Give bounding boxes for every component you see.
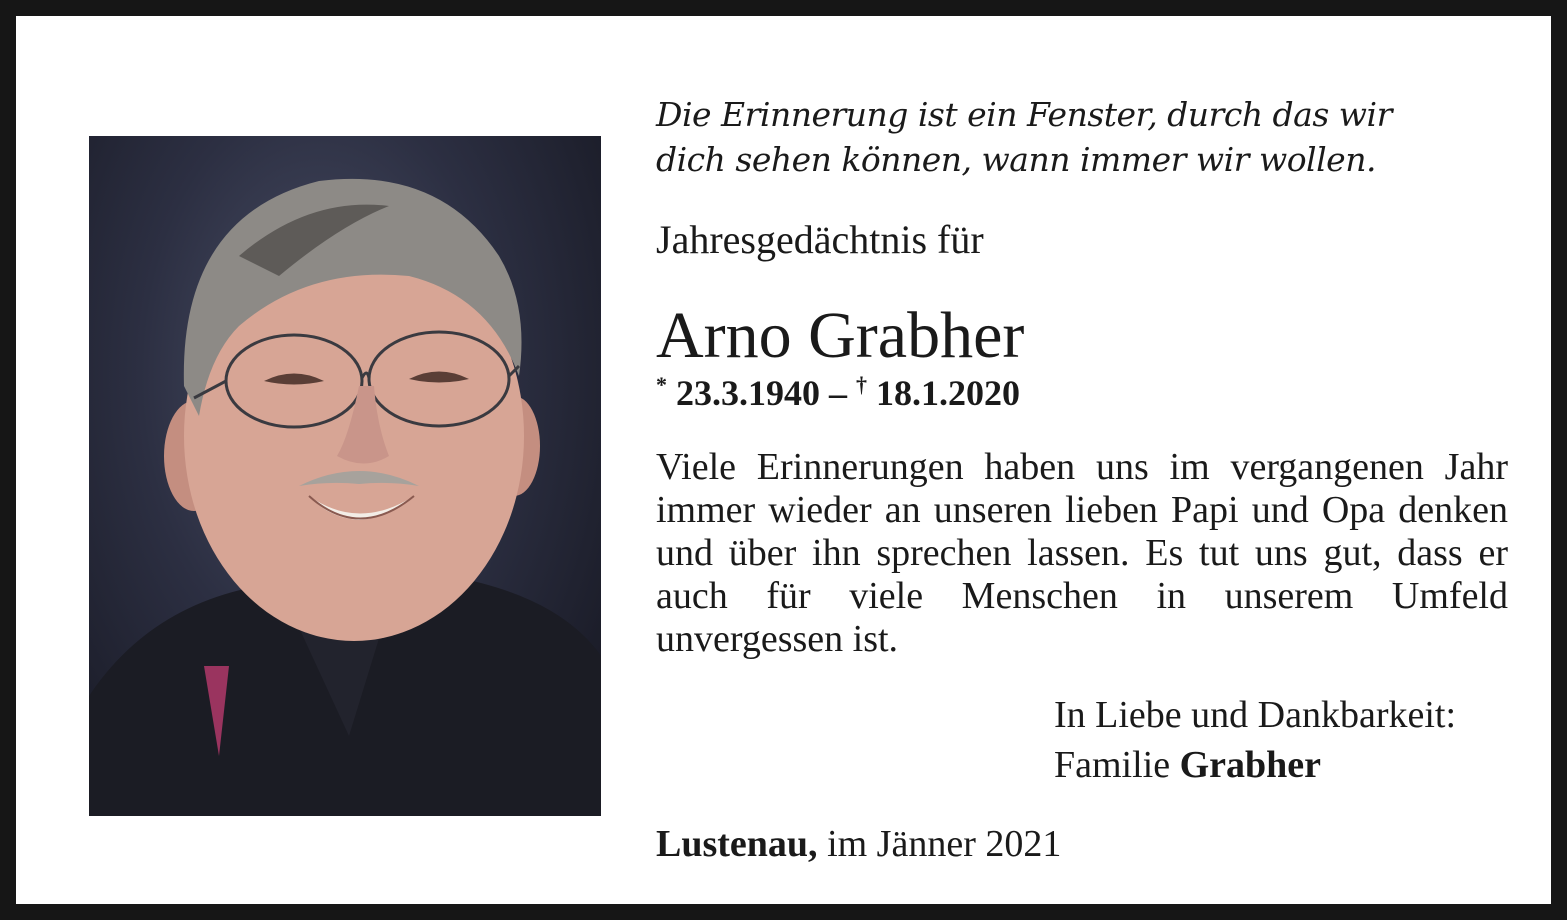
birth-date: 23.3.1940 bbox=[676, 373, 820, 413]
family-name: Grabher bbox=[1179, 744, 1322, 786]
quote-line-1: Die Erinnerung ist ein Fenster, durch das wir bbox=[656, 95, 1392, 134]
closing-line: In Liebe und Dankbarkeit: bbox=[1054, 694, 1457, 736]
place-date-line bbox=[656, 822, 1061, 866]
place-town: Lustenau, bbox=[656, 823, 818, 865]
memorial-quote bbox=[656, 92, 1516, 182]
birth-symbol: * bbox=[656, 372, 667, 397]
closing-block bbox=[1054, 690, 1456, 790]
deceased-name: Arno Grabher bbox=[656, 299, 1025, 372]
family-signature bbox=[1054, 740, 1456, 790]
portrait-photo bbox=[89, 136, 601, 816]
death-symbol: † bbox=[856, 372, 867, 397]
life-dates bbox=[656, 372, 1020, 414]
date-separator: – bbox=[829, 373, 847, 413]
memorial-message: Viele Erinnerungen haben uns im vergangenen Jahr immer wieder an unseren lieben Papi und Opa denken und über ihn sprechen lassen. Es tut uns gut, dass er auch für viele Menschen in unserem Umfeld unvergessen ist. bbox=[656, 446, 1508, 660]
death-date: 18.1.2020 bbox=[876, 373, 1020, 413]
anniversary-label: Jahresgedächtnis für bbox=[656, 217, 984, 262]
place-date: im Jänner 2021 bbox=[827, 823, 1062, 865]
quote-line-2: dich sehen können, wann immer wir wollen. bbox=[656, 140, 1376, 179]
family-prefix: Familie bbox=[1054, 744, 1171, 786]
